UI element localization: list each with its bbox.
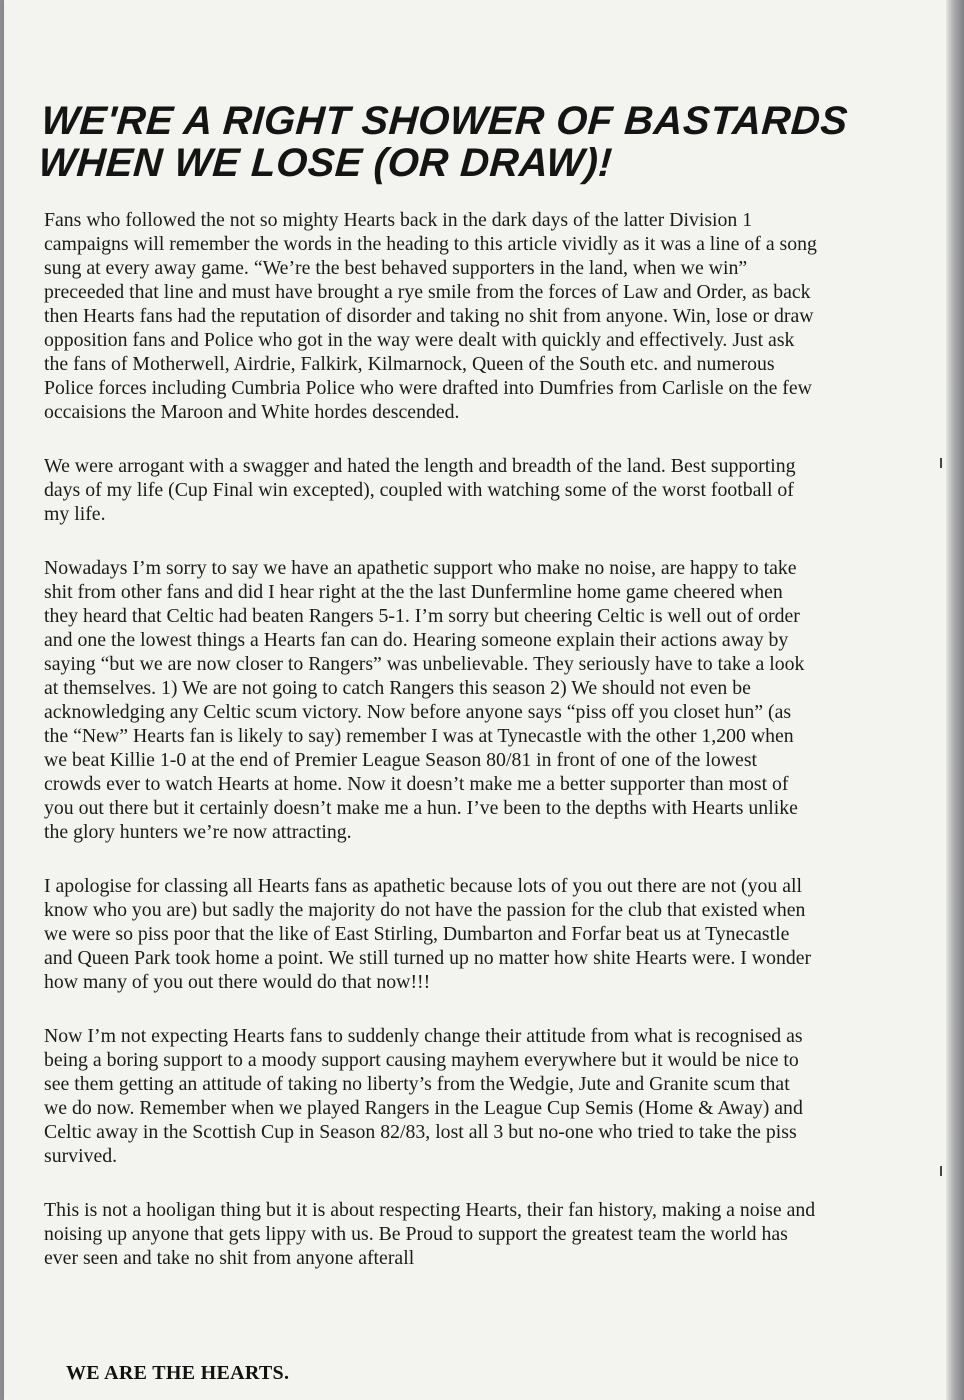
paragraph-line: campaigns will remember the words in the heading to this article vividly as it was a line of a song (44, 233, 817, 255)
closing-slogan: WE ARE THE HEARTS. (66, 1362, 290, 1384)
paragraph-line: they heard that Celtic had beaten Rangers 5-1. I’m sorry but cheering Celtic is well out of order (44, 605, 800, 627)
paragraph-1 (44, 208, 884, 424)
paragraph-line: you out there but it certainly doesn’t make me a hun. I’ve been to the depths with Hearts unlike (44, 797, 798, 819)
paragraph-2 (44, 454, 884, 526)
paragraph-line: noising up anyone that gets lippy with us. Be Proud to support the greatest team the world has (44, 1223, 788, 1245)
paragraph-line: being a boring support to a moody support causing mayhem everywhere but it would be nice to (44, 1049, 799, 1071)
paragraph-line: we beat Killie 1-0 at the end of Premier League Season 80/81 in front of one of the lowest (44, 749, 758, 771)
paragraph-line: preceeded that line and must have brought a rye smile from the forces of Law and Order, as back (44, 281, 811, 303)
paragraph-line: and Queen Park took home a point. We still turned up no matter how shite Hearts were. I wonder (44, 947, 812, 969)
paragraph-line: opposition fans and Police who got in the way were dealt with quickly and effectively. Just ask (44, 329, 795, 351)
paragraph-line: crowds ever to watch Hearts at home. Now it doesn’t make me a better supporter than most of (44, 773, 789, 795)
paragraph-line: saying “but we are now closer to Rangers” was unbelievable. They seriously have to take a look (44, 653, 805, 675)
paragraph-6 (44, 1198, 884, 1270)
article-body (44, 208, 884, 1300)
paragraph-line: know who you are) but sadly the majority do not have the passion for the club that existed when (44, 899, 806, 921)
paragraph-line: we do now. Remember when we played Rangers in the League Cup Semis (Home & Away) and (44, 1097, 803, 1119)
article-heading-line-1: WE'RE A RIGHT SHOWER OF BASTARDS (39, 99, 850, 143)
paragraph-line: This is not a hooligan thing but it is about respecting Hearts, their fan history, making a noise and (44, 1199, 816, 1221)
paragraph-line: shit from other fans and did I hear right at the the last Dunfermline home game cheered when (44, 581, 783, 603)
paragraph-line: the glory hunters we’re now attracting. (44, 821, 352, 843)
paragraph-line: We were arrogant with a swagger and hated the length and breadth of the land. Best supporting (44, 455, 796, 477)
crop-mark (940, 1166, 942, 1176)
paragraph-line: the “New” Hearts fan is likely to say) remember I was at Tynecastle with the other 1,200 when (44, 725, 794, 747)
paragraph-line: and one the lowest things a Hearts fan can do. Hearing someone explain their actions away by (44, 629, 789, 651)
paragraph-line: then Hearts fans had the reputation of disorder and taking no shit from anyone. Win, lose or draw (44, 305, 814, 327)
paragraph-5 (44, 1024, 884, 1168)
paragraph-line: acknowledging any Celtic scum victory. Now before anyone says “piss off you closet hun” (as (44, 701, 792, 723)
paragraph-line: occaisions the Maroon and White hordes descended. (44, 401, 460, 423)
paragraph-line: Celtic away in the Scottish Cup in Season 82/83, lost all 3 but no-one who tried to take the piss (44, 1121, 797, 1143)
paragraph-line: see them getting an attitude of taking no liberty’s from the Wedgie, Jute and Granite scum that (44, 1073, 790, 1095)
paragraph-4 (44, 874, 884, 994)
article-heading (37, 100, 923, 184)
paragraph-line: Now I’m not expecting Hearts fans to suddenly change their attitude from what is recognised as (44, 1025, 803, 1047)
paragraph-line: how many of you out there would do that now!!! (44, 971, 431, 993)
magazine-page (4, 0, 950, 1400)
paragraph-line: I apologise for classing all Hearts fans as apathetic because lots of you out there are not (you all (44, 875, 803, 897)
paragraph-line: days of my life (Cup Final win excepted), coupled with watching some of the worst football of (44, 479, 794, 501)
paragraph-line: my life. (44, 503, 106, 525)
crop-mark (940, 458, 942, 468)
paragraph-line: Nowadays I’m sorry to say we have an apathetic support who make no noise, are happy to take (44, 557, 797, 579)
paragraph-line: ever seen and take no shit from anyone afterall (44, 1247, 415, 1269)
paragraph-3 (44, 556, 884, 844)
article-heading-line-2: WHEN WE LOSE (OR DRAW)! (36, 141, 614, 185)
paragraph-line: the fans of Motherwell, Airdrie, Falkirk, Kilmarnock, Queen of the South etc. and numerous (44, 353, 775, 375)
page-edge-shadow (946, 0, 964, 1400)
paragraph-line: Police forces including Cumbria Police who were drafted into Dumfries from Carlisle on the few (44, 377, 812, 399)
paragraph-line: Fans who followed the not so mighty Hearts back in the dark days of the latter Division 1 (44, 209, 753, 231)
paragraph-line: sung at every away game. “We’re the best behaved supporters in the land, when we win” (44, 257, 748, 279)
paragraph-line: at themselves. 1) We are not going to catch Rangers this season 2) We should not even be (44, 677, 751, 699)
paragraph-line: we were so piss poor that the like of East Stirling, Dumbarton and Forfar beat us at Tynecastle (44, 923, 790, 945)
paragraph-line: survived. (44, 1145, 118, 1167)
